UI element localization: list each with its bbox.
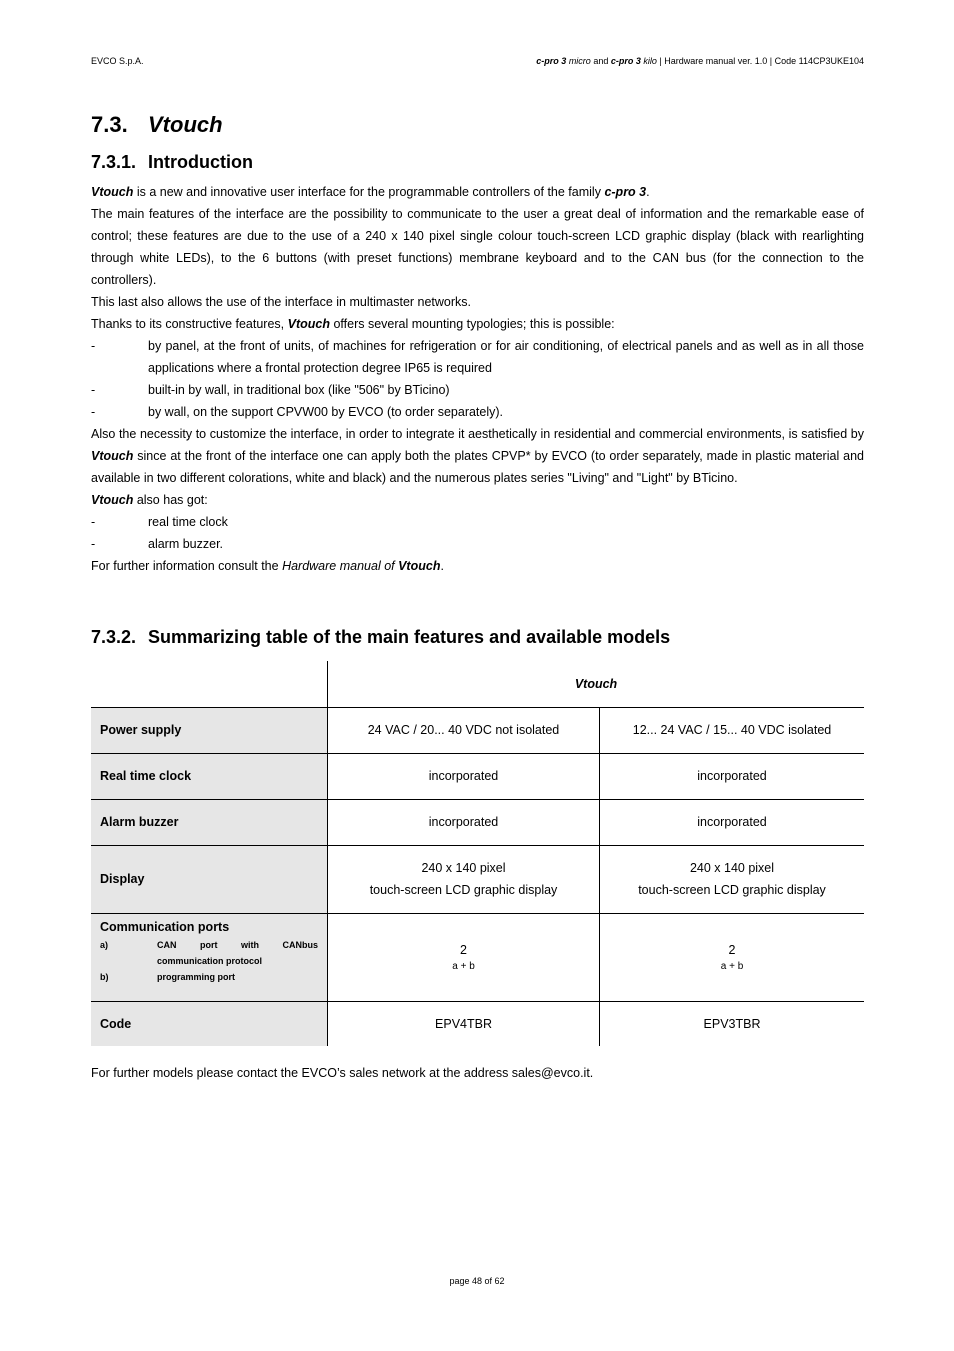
intro-paragraph-6: Vtouch also has got: xyxy=(91,493,208,507)
table-row xyxy=(91,913,864,1001)
intro-paragraph-4: Thanks to its constructive features, Vtouch offers several mounting typologies; this is possible: xyxy=(91,317,615,331)
features-table xyxy=(91,661,864,1046)
intro-paragraph-3: This last also allows the use of the interface in multimaster networks. xyxy=(91,295,472,309)
row-label: Communication ports a) CAN port with CANbus communication protocol b) programming port xyxy=(91,913,328,1001)
row-label: Power supply xyxy=(91,707,328,753)
intro-paragraph-7: For further information consult the Hardware manual of Vtouch. xyxy=(91,559,444,573)
header-company: EVCO S.p.A. xyxy=(91,56,144,66)
table-row xyxy=(91,707,864,753)
footnote: For further models please contact the EVCO’s sales network at the address sales@evco.it. xyxy=(91,1066,594,1080)
list-item: - built-in by wall, in traditional box (like "506" by BTicino) xyxy=(91,383,450,397)
table-cell: EPV3TBR xyxy=(600,1001,865,1046)
table-row xyxy=(91,1001,864,1046)
intro-paragraph-2: The main features of the interface are the possibility to communicate to the user a great deal of information and the remarkable ease of control; these features are due to the use of a 240 x 140 pixel single colour touch-screen LCD graphic display (black with rearlighting through white LEDs), to the 6 buttons (with preset functions) membrane keyboard and to the CAN bus (for the connection to the controllers). xyxy=(91,207,864,287)
table-cell: incorporated xyxy=(328,753,600,799)
intro-paragraph-5: Also the necessity to customize the interface, in order to integrate it aesthetically in residential and commercial environments, is satisfied by Vtouch since at the front of the interface one can apply both the plates CPVP* by EVCO (to order separately, made in plastic material and available in two different colorations, white and black) and the numerous plates series "Living" and "Light" by BTicino. xyxy=(91,427,864,485)
list-item: - by panel, at the front of units, of machines for refrigeration or for air conditioning, of electrical panels and as well as in all those applications where a frontal protection degree IP65 is required xyxy=(91,339,864,375)
list-item: - real time clock xyxy=(91,515,228,529)
list-item: - alarm buzzer. xyxy=(91,537,224,551)
table-cell: EPV4TBR xyxy=(328,1001,600,1046)
page-number: page 48 of 62 xyxy=(449,1276,505,1286)
header-document-info: c-pro 3 micro and c-pro 3 kilo | Hardware manual ver. 1.0 | Code 114CP3UKE104 xyxy=(536,56,864,66)
intro-paragraph-1: Vtouch is a new and innovative user interface for the programmable controllers of the family c-pro 3. xyxy=(91,185,650,199)
row-label: Alarm buzzer xyxy=(91,799,328,845)
table-cell: 24 VAC / 20... 40 VDC not isolated xyxy=(328,707,600,753)
subsection-heading-introduction: 7.3.1. Introduction xyxy=(91,152,253,172)
row-label: Display xyxy=(91,845,328,913)
table-header-row xyxy=(91,661,864,707)
table-cell: 12... 24 VAC / 15... 40 VDC isolated xyxy=(600,707,865,753)
list-item: - by wall, on the support CPVW00 by EVCO (to order separately). xyxy=(91,405,504,419)
table-cell: incorporated xyxy=(328,799,600,845)
table-cell: incorporated xyxy=(600,753,865,799)
table-header-vtouch: Vtouch xyxy=(574,676,618,691)
section-heading: 7.3. Vtouch xyxy=(91,112,223,137)
table-cell: 240 x 140 pixel touch-screen LCD graphic display xyxy=(600,845,865,913)
table-cell: 240 x 140 pixel touch-screen LCD graphic display xyxy=(328,845,600,913)
table-cell: incorporated xyxy=(600,799,865,845)
table-cell: 2 a + b xyxy=(328,913,600,1001)
table-cell: 2 a + b xyxy=(600,913,865,1001)
table-row xyxy=(91,799,864,845)
row-label: Code xyxy=(91,1001,328,1046)
table-row xyxy=(91,753,864,799)
row-label: Real time clock xyxy=(91,753,328,799)
introduction-body xyxy=(91,181,864,577)
table-row xyxy=(91,845,864,913)
subsection-heading-summary-table: 7.3.2. Summarizing table of the main features and available models xyxy=(91,627,671,647)
